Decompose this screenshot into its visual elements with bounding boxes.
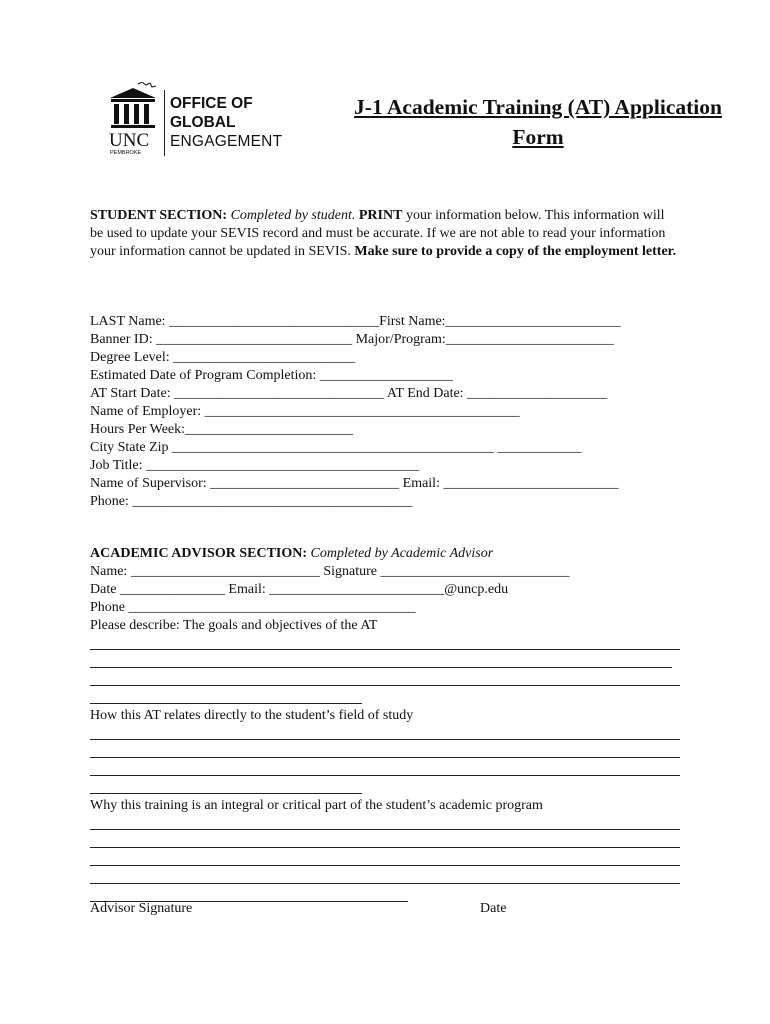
employment-letter-note: Make sure to provide a copy of the employment letter.: [354, 244, 677, 259]
answer-line[interactable]: [90, 851, 680, 869]
supervisor-email-field[interactable]: Name of Supervisor: ___________________________ Email: _________________________: [90, 476, 619, 491]
answer-line[interactable]: [90, 635, 680, 653]
at-dates-field[interactable]: AT Start Date: ______________________________ AT End Date: ____________________: [90, 386, 608, 401]
answer-line[interactable]: [90, 725, 680, 743]
answer-line[interactable]: [90, 653, 672, 671]
form-title-line-2: Form: [512, 125, 564, 149]
student-section-intro: [90, 207, 680, 261]
completion-date-field[interactable]: Estimated Date of Program Completion: ___________________: [90, 368, 453, 383]
answer-line[interactable]: [90, 815, 680, 833]
logo-line-1: OFFICE OF: [170, 95, 253, 112]
answer-line[interactable]: [90, 833, 680, 851]
advisor-signature-label: Advisor Signature: [90, 901, 193, 916]
form-title: [330, 92, 746, 152]
degree-level-field[interactable]: Degree Level: __________________________: [90, 350, 356, 365]
job-title-field[interactable]: Job Title: _______________________________________: [90, 458, 420, 473]
advisor-name-signature-field[interactable]: Name: ___________________________ Signature ___________________________: [90, 564, 570, 579]
hours-per-week-field[interactable]: Hours Per Week:________________________: [90, 422, 354, 437]
date-label: Date: [480, 901, 507, 916]
office-logo: [108, 82, 298, 160]
advisor-completed-by: Completed by Academic Advisor: [310, 546, 494, 561]
city-state-zip-field[interactable]: City State Zip ______________________________________________ ____________: [90, 440, 582, 455]
logo-line-2: GLOBAL: [170, 114, 236, 131]
form-title-line-1: J-1 Academic Training (AT) Application: [354, 95, 722, 119]
answer-line[interactable]: [90, 779, 362, 797]
last-first-name-field[interactable]: LAST Name: ______________________________First Name:_________________________: [90, 314, 621, 329]
advisor-section: [90, 545, 690, 905]
banner-major-field[interactable]: Banner ID: ____________________________ Major/Program:________________________: [90, 332, 614, 347]
employer-field[interactable]: Name of Employer: _____________________________________________: [90, 404, 520, 419]
student-section-heading: STUDENT SECTION:: [90, 208, 228, 223]
building-columns-icon: [108, 82, 158, 156]
logo-line-3: ENGAGEMENT: [170, 133, 283, 150]
answer-line[interactable]: [90, 761, 680, 779]
advisor-section-header: [90, 545, 690, 563]
print-word: PRINT: [358, 208, 403, 223]
answer-line[interactable]: [90, 689, 362, 707]
integral-part-question: Why this training is an integral or critical part of the student’s academic program: [90, 798, 543, 813]
answer-line[interactable]: [90, 671, 680, 689]
student-instructions: your information below. This information will be used to update your SEVIS record and must be accurate. If we are not able to read your information your information cannot be updated in SEVIS.: [90, 208, 666, 259]
advisor-date-email-field[interactable]: Date _______________ Email: _________________________@uncp.edu: [90, 582, 509, 597]
logo-text: [170, 94, 282, 151]
advisor-phone-field[interactable]: Phone _________________________________________: [90, 600, 416, 615]
student-fields: [90, 313, 690, 511]
field-relation-question: How this AT relates directly to the student’s field of study: [90, 708, 414, 723]
goals-question: Please describe: The goals and objectives of the AT: [90, 618, 378, 633]
answer-line[interactable]: [90, 743, 680, 761]
advisor-section-heading: ACADEMIC ADVISOR SECTION:: [90, 546, 308, 561]
answer-line[interactable]: [90, 869, 680, 887]
logo-divider: [164, 90, 165, 156]
phone-field[interactable]: Phone: ________________________________________: [90, 494, 413, 509]
student-completed-by: Completed by student.: [230, 208, 356, 223]
logo-mark-subtext: PEMBROKE: [110, 150, 142, 156]
logo-mark-text: UNC: [109, 130, 150, 151]
